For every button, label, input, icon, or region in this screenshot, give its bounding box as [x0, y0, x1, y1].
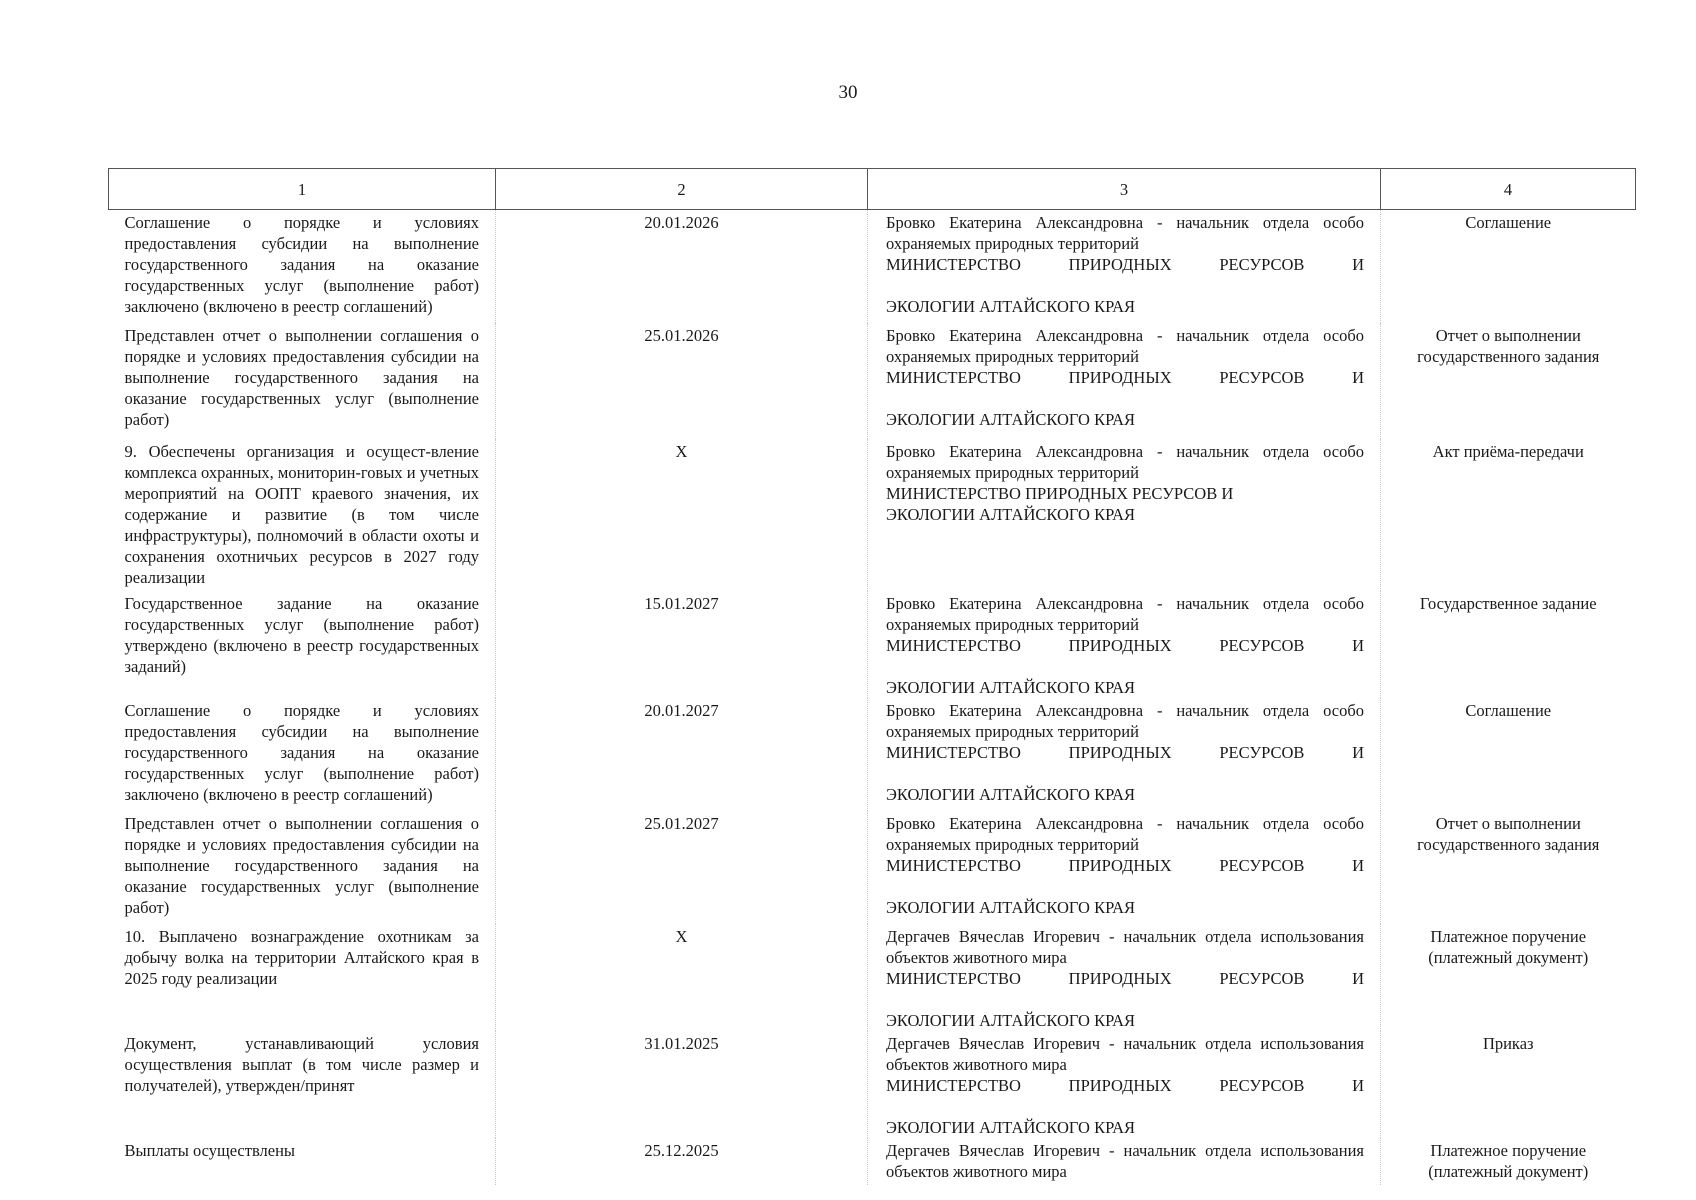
responsible-person: Дергачев Вячеслав Игоревич - начальник отдела использования объектов животного мира	[886, 927, 1364, 967]
responsible-cell	[868, 591, 1381, 698]
date-cell: 25.12.2025	[496, 1138, 868, 1185]
table-row	[109, 323, 1636, 439]
table-row	[109, 811, 1636, 924]
event-cell: 9. Обеспечены организация и осущест-вление комплекса охранных, мониторин-говых и учетных мероприятий на ООПТ краевого значения, их содержание и развитие (в том числе инфраструктуры), полномочий в области охоты и сохранения охотничьих ресурсов в 2027 году реализации	[124, 442, 479, 587]
responsible-cell	[868, 698, 1381, 811]
event-cell: Соглашение о порядке и условиях предоставления субсидии на выполнение государственного задания на оказание государственных услуг (выполнение работ) заключено (включено в реестр соглашений)	[124, 701, 479, 804]
column-header-3: 3	[868, 169, 1381, 210]
ministry-name-line2: ЭКОЛОГИИ АЛТАЙСКОГО КРАЯ	[886, 678, 1136, 697]
table-row	[109, 924, 1636, 1031]
responsible-person: Бровко Екатерина Александровна - начальник отдела особо охраняемых природных территорий	[886, 594, 1364, 634]
table-row	[109, 210, 1636, 324]
event-cell: Представлен отчет о выполнении соглашения о порядке и условиях предоставления субсидии на выполнение государственного задания на оказание государственных услуг (выполнение работ)	[124, 326, 479, 429]
date-cell: X	[496, 439, 868, 591]
document-cell: Акт приёма-передачи	[1381, 439, 1636, 591]
events-table	[108, 168, 1636, 1185]
date-cell: 25.01.2026	[496, 323, 868, 439]
document-cell: Государственное задание	[1381, 591, 1636, 698]
ministry-name-line2: ЭКОЛОГИИ АЛТАЙСКОГО КРАЯ	[886, 898, 1136, 917]
ministry-name-line2: ЭКОЛОГИИ АЛТАЙСКОГО КРАЯ	[886, 785, 1136, 804]
event-cell: Документ, устанавливающий условия осуществления выплат (в том числе размер и получателей), утвержден/принят	[124, 1034, 479, 1095]
document-cell: Платежное поручение (платежный документ)	[1381, 924, 1636, 1031]
table-row	[109, 698, 1636, 811]
table-row	[109, 591, 1636, 698]
ministry-name-line1: МИНИСТЕРСТВО ПРИРОДНЫХ РЕСУРСОВ И	[886, 368, 1364, 387]
responsible-cell	[868, 210, 1381, 324]
ministry-name-line2: ЭКОЛОГИИ АЛТАЙСКОГО КРАЯ	[886, 297, 1136, 316]
date-cell: 31.01.2025	[496, 1031, 868, 1138]
date-cell: 15.01.2027	[496, 591, 868, 698]
responsible-cell	[868, 1031, 1381, 1138]
event-cell: 10. Выплачено вознаграждение охотникам за добычу волка на территории Алтайского края в 2025 году реализации	[124, 927, 479, 988]
ministry-name-line2: ЭКОЛОГИИ АЛТАЙСКОГО КРАЯ	[886, 1118, 1136, 1137]
document-cell: Отчет о выполнении государственного задания	[1381, 323, 1636, 439]
responsible-person: Бровко Екатерина Александровна - начальник отдела особо охраняемых природных территорий	[886, 442, 1364, 482]
table-row	[109, 1031, 1636, 1138]
ministry-name-line2: ЭКОЛОГИИ АЛТАЙСКОГО КРАЯ	[886, 410, 1136, 429]
responsible-person: Бровко Екатерина Александровна - начальник отдела особо охраняемых природных территорий	[886, 213, 1364, 253]
responsible-cell	[868, 1138, 1381, 1185]
ministry-name-line1: МИНИСТЕРСТВО ПРИРОДНЫХ РЕСУРСОВ И	[886, 1076, 1364, 1095]
column-header-2: 2	[496, 169, 868, 210]
column-header-1: 1	[109, 169, 496, 210]
date-cell: 20.01.2026	[496, 210, 868, 324]
document-cell: Соглашение	[1381, 698, 1636, 811]
date-cell: 25.01.2027	[496, 811, 868, 924]
table-header-row	[109, 169, 1636, 210]
ministry-name-line1: МИНИСТЕРСТВО ПРИРОДНЫХ РЕСУРСОВ И	[886, 484, 1234, 503]
ministry-name-line2: ЭКОЛОГИИ АЛТАЙСКОГО КРАЯ	[886, 505, 1136, 524]
event-cell: Представлен отчет о выполнении соглашения о порядке и условиях предоставления субсидии на выполнение государственного задания на оказание государственных услуг (выполнение работ)	[124, 814, 479, 917]
table-row	[109, 1138, 1636, 1185]
event-cell: Соглашение о порядке и условиях предоставления субсидии на выполнение государственного задания на оказание государственных услуг (выполнение работ) заключено (включено в реестр соглашений)	[124, 213, 479, 316]
ministry-name-line1: МИНИСТЕРСТВО ПРИРОДНЫХ РЕСУРСОВ И	[886, 743, 1364, 762]
date-cell: 20.01.2027	[496, 698, 868, 811]
responsible-cell	[868, 924, 1381, 1031]
responsible-person: Бровко Екатерина Александровна - начальник отдела особо охраняемых природных территорий	[886, 701, 1364, 741]
responsible-person: Дергачев Вячеслав Игоревич - начальник отдела использования объектов животного мира	[886, 1034, 1364, 1074]
responsible-person: Бровко Екатерина Александровна - начальник отдела особо охраняемых природных территорий	[886, 326, 1364, 366]
document-cell: Приказ	[1381, 1031, 1636, 1138]
event-cell: Государственное задание на оказание государственных услуг (выполнение работ) утверждено (включено в реестр государственных заданий)	[124, 594, 479, 676]
document-cell: Соглашение	[1381, 210, 1636, 324]
page-number: 30	[838, 82, 858, 103]
responsible-person: Дергачев Вячеслав Игоревич - начальник отдела использования объектов животного мира	[886, 1141, 1364, 1181]
ministry-name-line1: МИНИСТЕРСТВО ПРИРОДНЫХ РЕСУРСОВ И	[886, 969, 1364, 988]
column-header-4: 4	[1381, 169, 1636, 210]
responsible-person: Бровко Екатерина Александровна - начальник отдела особо охраняемых природных территорий	[886, 814, 1364, 854]
ministry-name-line1: МИНИСТЕРСТВО ПРИРОДНЫХ РЕСУРСОВ И	[886, 856, 1364, 875]
document-cell: Платежное поручение (платежный документ)	[1381, 1138, 1636, 1185]
ministry-name-line1: МИНИСТЕРСТВО ПРИРОДНЫХ РЕСУРСОВ И	[886, 255, 1364, 274]
responsible-cell	[868, 811, 1381, 924]
ministry-name-line1: МИНИСТЕРСТВО ПРИРОДНЫХ РЕСУРСОВ И	[886, 636, 1364, 655]
responsible-cell	[868, 439, 1381, 591]
responsible-cell	[868, 323, 1381, 439]
table-row	[109, 439, 1636, 591]
event-cell: Выплаты осуществлены	[124, 1141, 296, 1160]
date-cell: X	[496, 924, 868, 1031]
document-cell: Отчет о выполнении государственного задания	[1381, 811, 1636, 924]
ministry-name-line2: ЭКОЛОГИИ АЛТАЙСКОГО КРАЯ	[886, 1011, 1136, 1030]
